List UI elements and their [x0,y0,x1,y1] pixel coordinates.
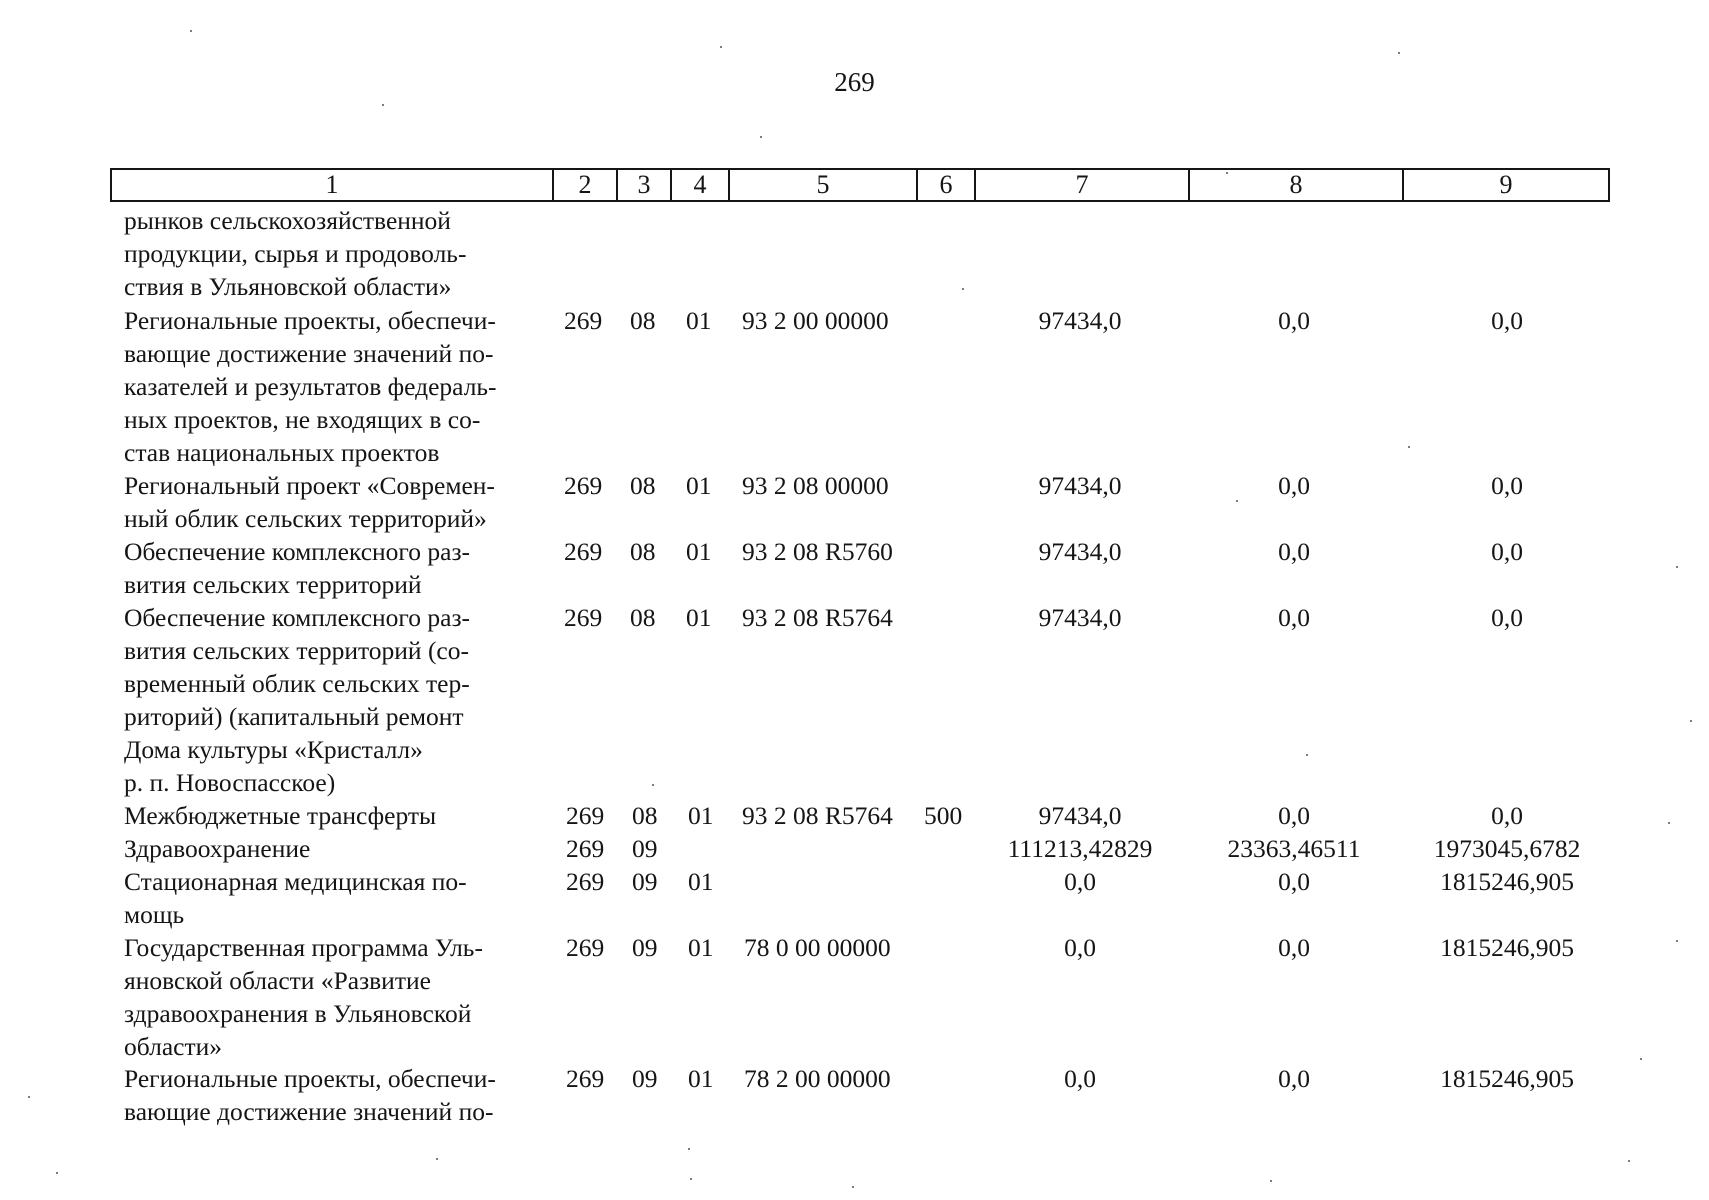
row-description: Межбюджетные трансферты [124,801,437,830]
cell-col-2: 269 [566,867,605,896]
cell-col-5: 93 2 00 00000 [742,306,889,335]
scan-speck [962,288,964,290]
cell-col-9: 1815246,905 [1440,933,1574,962]
cell-col-3: 09 [632,1064,658,1093]
cell-col-2: 269 [564,306,603,335]
page-number: 269 [834,67,875,97]
cell-col-8: 0,0 [1278,1064,1310,1093]
cell-col-5: 93 2 08 00000 [742,471,889,500]
scan-speck [760,136,762,138]
cell-col-7: 97434,0 [1038,537,1122,566]
cell-col-4: 01 [688,801,714,830]
cell-col-8: 23363,46511 [1227,834,1361,863]
row-description: Региональные проекты, обеспечи- вающие достижение значений по- казателей и результатов федераль- ных проектов, не входящих в со- став национальных проектов [124,306,497,467]
header-col-7: 7 [1075,170,1089,199]
cell-col-3: 08 [630,306,656,335]
scan-speck [1676,566,1678,568]
header-col-4: 4 [693,170,707,199]
scan-speck [28,1096,30,1098]
row-description: Региональные проекты, обеспечи- вающие достижение значений по- [124,1064,496,1126]
cell-col-3: 08 [630,537,656,566]
scan-speck [652,784,654,786]
scan-speck [1270,1180,1272,1182]
cell-col-3: 09 [632,867,658,896]
row-description: рынков сельскохозяйственной продукции, сырья и продоволь- ствия в Ульяновской области» [124,206,467,301]
cell-col-3: 08 [630,603,656,632]
cell-col-5: 93 2 08 R5764 [742,603,893,632]
cell-col-5: 78 0 00 00000 [744,933,891,962]
cell-col-8: 0,0 [1278,306,1310,335]
cell-col-9: 1815246,905 [1440,1064,1574,1093]
scan-speck [1668,822,1670,824]
cell-col-7: 97434,0 [1038,603,1122,632]
cell-col-4: 01 [686,471,712,500]
cell-col-7: 0,0 [1064,867,1096,896]
scan-speck [382,104,384,106]
cell-col-4: 01 [688,1064,714,1093]
row-description: Здравоохранение [124,834,311,863]
cell-col-5: 78 2 00 00000 [744,1064,891,1093]
header-col-6: 6 [939,170,953,199]
row-description: Региональный проект «Современ- ный облик сельских территорий» [124,471,495,533]
scan-speck [690,1178,692,1180]
cell-col-6: 500 [924,801,963,830]
cell-col-9: 0,0 [1491,306,1523,335]
cell-col-8: 0,0 [1278,801,1310,830]
scan-speck [1226,172,1228,174]
cell-col-3: 09 [632,834,658,863]
cell-col-4: 01 [686,537,712,566]
cell-col-3: 08 [632,801,658,830]
cell-col-8: 0,0 [1278,933,1310,962]
cell-col-9: 0,0 [1491,801,1523,830]
scan-speck [436,1158,438,1160]
header-col-3: 3 [637,170,651,199]
cell-col-7: 97434,0 [1038,471,1122,500]
header-col-8: 8 [1289,170,1303,199]
cell-col-5: 93 2 08 R5760 [742,537,893,566]
scan-speck [190,30,192,32]
cell-col-4: 01 [688,867,714,896]
scan-speck [1690,720,1692,722]
cell-col-9: 1815246,905 [1440,867,1574,896]
cell-col-4: 01 [686,603,712,632]
cell-col-4: 01 [688,933,714,962]
row-description: Обеспечение комплексного раз- вития сельских территорий (со- временный облик сельских тер- риторий) (капитальный ремонт Дома культуры «Кристалл» р. п. Новоспасское) [124,603,471,797]
header-col-2: 2 [578,170,592,199]
row-description: Стационарная медицинская по- мощь [124,867,467,929]
scan-speck [1676,940,1678,942]
table-header [110,168,1610,202]
cell-col-2: 269 [566,1064,605,1093]
header-col-1: 1 [325,170,339,199]
cell-col-9: 0,0 [1491,603,1523,632]
cell-col-8: 0,0 [1278,537,1310,566]
scan-speck [1236,500,1238,502]
scan-speck [1408,446,1410,448]
scan-speck [1306,754,1308,756]
header-col-9: 9 [1499,170,1513,199]
cell-col-2: 269 [564,603,603,632]
scan-speck [852,1186,854,1188]
cell-col-7: 0,0 [1064,933,1096,962]
header-col-5: 5 [816,170,830,199]
scan-speck [1640,1058,1642,1060]
cell-col-8: 0,0 [1278,867,1310,896]
cell-col-3: 08 [630,471,656,500]
cell-col-9: 0,0 [1491,471,1523,500]
cell-col-7: 0,0 [1064,1064,1096,1093]
scan-speck [688,1148,690,1150]
scan-speck [1628,1160,1630,1162]
cell-col-2: 269 [566,801,605,830]
cell-col-9: 0,0 [1491,537,1523,566]
cell-col-2: 269 [566,834,605,863]
cell-col-5: 93 2 08 R5764 [742,801,893,830]
cell-col-7: 97434,0 [1038,801,1122,830]
row-description: Обеспечение комплексного раз- вития сельских территорий [124,537,471,599]
cell-col-8: 0,0 [1278,603,1310,632]
row-description: Государственная программа Уль- яновской области «Развитие здравоохранения в Ульяновской области» [124,933,483,1061]
cell-col-8: 0,0 [1278,471,1310,500]
cell-col-2: 269 [564,471,603,500]
cell-col-2: 269 [566,933,605,962]
cell-col-3: 09 [632,933,658,962]
cell-col-7: 111213,42829 [1007,834,1153,863]
scan-speck [720,46,722,48]
cell-col-9: 1973045,6782 [1433,834,1581,863]
cell-col-4: 01 [686,306,712,335]
cell-col-2: 269 [564,537,603,566]
scan-speck [56,1172,58,1174]
scan-speck [1398,52,1400,54]
cell-col-7: 97434,0 [1038,306,1122,335]
